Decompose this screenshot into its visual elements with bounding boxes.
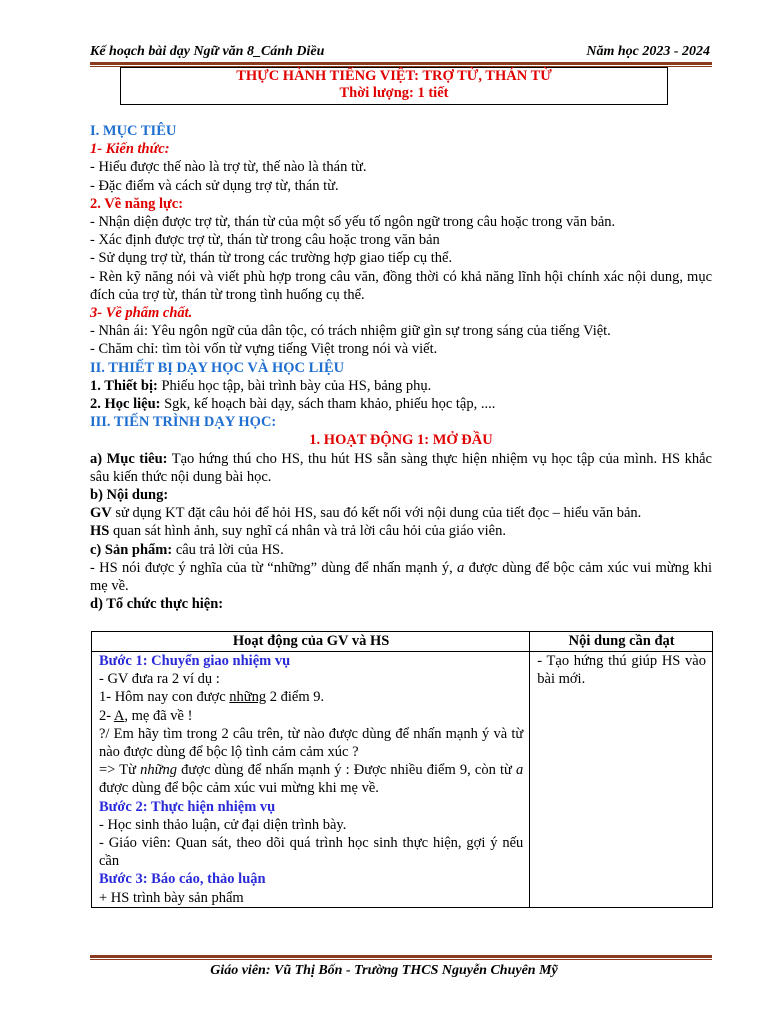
footer-text: Giáo viên: Vũ Thị Bốn - Trường THCS Nguyễn Chuyên Mỹ [210,963,558,978]
answer-line: => Từ những được dùng để nhấn mạnh ý : Được nhiều điểm 9, còn từ a được dùng để bộc cảm xúc vui mừng khi mẹ về. [99,762,524,797]
equipment-text: Phiếu học tập, bài trình bày của HS, bảng phụ. [157,377,432,394]
step-1-heading: Bước 1: Chuyển giao nhiệm vụ [99,653,291,669]
footer-rule [90,955,712,960]
section-2-heading: II. THIẾT BỊ DẠY HỌC VÀ HỌC LIỆU [90,359,345,376]
gv-line [90,504,712,522]
knowledge-heading: 1- Kiến thức: [90,141,170,158]
competency-heading: 2. Về năng lực: [90,195,184,212]
objective-label: a) Mục tiêu: [90,450,168,467]
product-detail: - HS nói được ý nghĩa của từ “những” dùng để nhấn mạnh ý, a được dùng để bộc cảm xúc vui mừng khi mẹ về. [90,559,712,595]
activities-cell [92,652,530,908]
title-box [120,67,668,105]
content-label: b) Nội dung: [90,487,169,504]
step-line: - Giáo viên: Quan sát, theo dõi quá trình học sinh thực hiện, gợi ý nếu cần [99,835,524,870]
product-text: câu trả lời của HS. [172,541,284,558]
outcomes-cell: - Tạo hứng thú giúp HS vào bài mới. [530,652,713,908]
hs-text: quan sát hình ảnh, suy nghĩ cá nhân và trả lời câu hỏi của giáo viên. [109,523,506,540]
example-2: 2- A, mẹ đã về ! [99,707,193,724]
competency-item: - Rèn kỹ năng nói và viết phù hợp trong câu văn, đồng thời có khả năng lĩnh hội chính xác nội dung, mục đích của trợ từ, thán từ trong tình huống cụ thể. [90,268,712,303]
competency-item: - Nhận diện được trợ từ, thán từ của một số yếu tố ngôn ngữ trong câu hoặc trong văn bản. [90,214,616,231]
header-right: Năm học 2023 - 2024 [586,44,710,59]
gv-text: sử dụng KT đặt câu hỏi để hỏi HS, sau đó kết nối với nội dung của tiết đọc – hiểu văn bản. [111,505,642,522]
quality-item: - Chăm chỉ: tìm tòi vốn từ vựng tiếng Việt trong nói và viết. [90,341,438,358]
product-line [90,541,712,559]
knowledge-item: - Đặc điểm và cách sử dụng trợ từ, thán từ. [90,177,339,194]
activity-table [91,631,713,908]
objective-text: Tạo hứng thú cho HS, thu hút HS sẵn sàng thực hiện nhiệm vụ học tập của mình. HS khắc sâu kiến thức nội dung bài học. [90,450,712,485]
quality-item: - Nhân ái: Yêu ngôn ngữ của dân tộc, có trách nhiệm giữ gìn sự trong sáng của tiếng Việt. [90,323,611,340]
header-left: Kế hoạch bài dạy Ngữ văn 8_Cánh Diều [90,44,325,59]
question-line: ?/ Em hãy tìm trong 2 câu trên, từ nào được dùng để nhấn mạnh ý và từ nào được dùng để bộc lộ tình cảm cảm xúc ? [99,725,524,761]
section-3-heading: III. TIẾN TRÌNH DẠY HỌC: [90,414,277,431]
example-1: 1- Hôm nay con được những 2 điểm 9. [99,689,325,706]
table-header-row [92,632,713,652]
equipment-label: 1. Thiết bị: [90,377,158,394]
knowledge-item: - Hiểu được thế nào là trợ từ, thế nào là thán từ. [90,159,367,176]
table-header-outcomes: Nội dung cần đạt [530,632,713,652]
equipment-line [90,377,712,395]
table-row [92,652,713,908]
lesson-duration: Thời lượng: 1 tiết [339,85,449,101]
objective-line [90,450,712,486]
materials-line [90,395,712,413]
competency-item: - Xác định được trợ từ, thán từ trong câu hoặc trong văn bản [90,232,440,249]
product-label: c) Sản phẩm: [90,541,173,558]
step-line: - GV đưa ra 2 ví dụ : [99,671,220,688]
quality-heading: 3- Về phẩm chất. [90,305,193,322]
table-header-activities: Hoạt động của GV và HS [92,632,530,652]
materials-text: Sgk, kế hoạch bài dạy, sách tham khảo, phiếu học tập, .... [160,396,496,413]
step-line: - Học sinh thảo luận, cử đại diện trình bày. [99,816,347,833]
hs-label: HS [90,523,110,540]
step-line: + HS trình bày sản phẩm [99,889,244,906]
materials-label: 2. Học liệu: [90,396,161,413]
step-3-heading: Bước 3: Báo cáo, thảo luận [99,871,266,888]
lesson-title: THỰC HÀNH TIẾNG VIỆT: TRỢ TỪ, THÁN TỪ [236,68,552,84]
activity-heading: 1. HOẠT ĐỘNG 1: MỞ ĐẦU [309,432,493,449]
competency-item: - Sử dụng trợ từ, thán từ trong các trường hợp giao tiếp cụ thể. [90,250,453,267]
organization-label: d) Tổ chức thực hiện: [90,596,224,613]
section-1-heading: I. MỤC TIÊU [90,123,177,139]
step-2-heading: Bước 2: Thực hiện nhiệm vụ [99,798,276,815]
hs-line [90,522,712,540]
gv-label: GV [90,505,112,522]
document-body [90,122,712,613]
